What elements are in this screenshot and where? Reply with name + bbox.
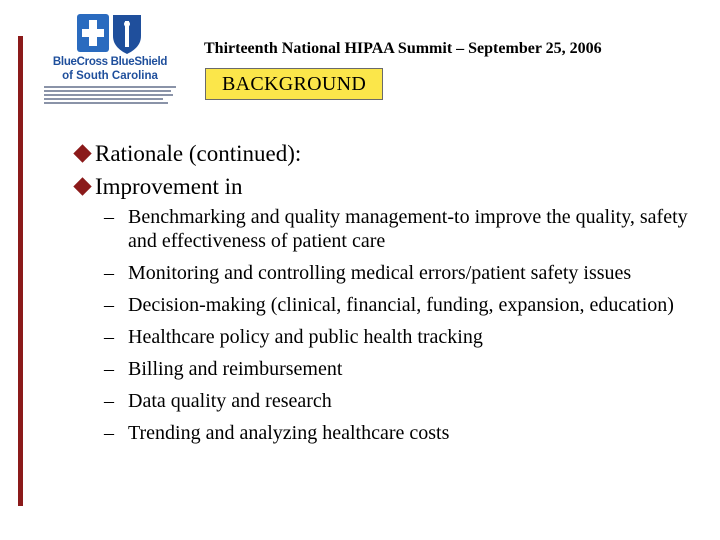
dash-bullet-icon: –: [104, 389, 114, 412]
sub-bullet-list: [104, 206, 704, 454]
logo-icons: [75, 12, 145, 56]
sub-bullet-text: Healthcare policy and public health tracking: [128, 325, 483, 348]
bcbs-logo: [40, 12, 180, 102]
brand-region: of South Carolina: [62, 70, 158, 82]
sub-bullet-item: [104, 262, 704, 286]
bullet-text: Rationale (continued):: [95, 141, 302, 166]
sub-bullet-item: [104, 206, 704, 253]
sub-bullet-text: Data quality and research: [128, 389, 332, 412]
sub-bullet-text: Benchmarking and quality management-to improve the quality, safety and effectiveness of patient care: [128, 206, 688, 252]
sub-bullet-item: [104, 326, 704, 350]
sub-bullet-item: [104, 422, 704, 446]
shield-icon: [113, 15, 141, 54]
sub-bullet-text: Monitoring and controlling medical errors/patient safety issues: [128, 261, 632, 284]
sub-bullet-item: [104, 358, 704, 382]
diamond-bullet-icon: [73, 144, 91, 162]
dash-bullet-icon: –: [104, 206, 114, 228]
dash-bullet-icon: –: [104, 325, 114, 348]
bullet-item: [74, 170, 301, 203]
sub-bullet-item: [104, 390, 704, 414]
section-banner: BACKGROUND: [205, 68, 383, 100]
left-accent-rule: [18, 36, 23, 506]
sub-bullet-text: Decision-making (clinical, financial, funding, expansion, education): [128, 293, 674, 316]
summit-title: Thirteenth National HIPAA Summit – September 25, 2006: [204, 40, 602, 57]
brand-name: BlueCross BlueShield: [52, 56, 168, 68]
dash-bullet-icon: –: [104, 421, 114, 444]
dash-bullet-icon: –: [104, 261, 114, 284]
sub-bullet-text: Trending and analyzing healthcare costs: [128, 421, 450, 444]
cross-icon: [77, 14, 109, 52]
dash-bullet-icon: –: [104, 293, 114, 316]
logo-fine-print: [44, 86, 176, 108]
sub-bullet-item: [104, 294, 704, 318]
dash-bullet-icon: –: [104, 357, 114, 380]
sub-bullet-text: Billing and reimbursement: [128, 357, 343, 380]
bullet-item: [74, 137, 301, 170]
main-bullets: [74, 137, 301, 203]
bullet-text: Improvement in: [95, 174, 243, 199]
diamond-bullet-icon: [73, 177, 91, 195]
